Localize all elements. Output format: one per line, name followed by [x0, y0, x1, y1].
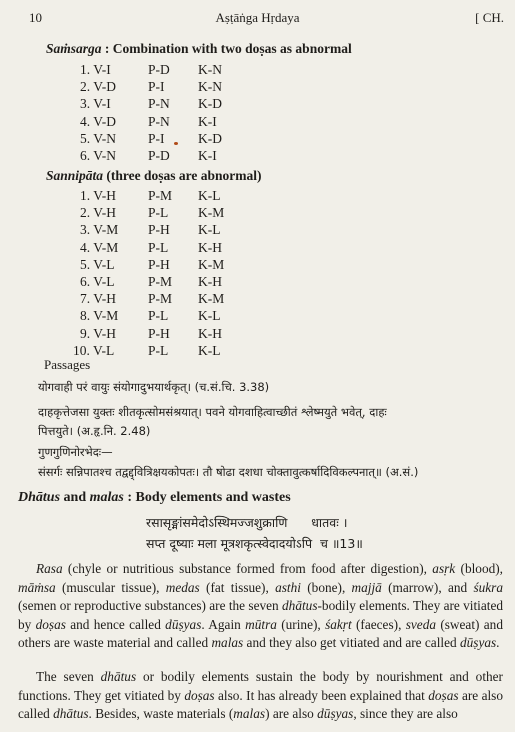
- malas-term: malas: [89, 490, 124, 505]
- kapha-code: K-D: [198, 130, 222, 146]
- passage-line-1: योगवाही परं वायुः संयोगादुभयार्थकृत्। (च.सं.चि. 3.38): [38, 380, 270, 394]
- vata-code: 8. V-M: [80, 308, 119, 324]
- vata-code: 5. V-N: [80, 130, 117, 146]
- vata-code: 2. V-H: [80, 205, 117, 221]
- passage-line-4: गुणगुणिनोरभेदः—: [38, 445, 113, 459]
- pitta-code: P-H: [148, 325, 170, 341]
- vata-code: 3. V-M: [80, 222, 119, 238]
- dhatus-heading: [18, 490, 291, 506]
- passage-line-2: दाहकृत्तेजसा युक्तः शीतकृत्सोमसंश्रयात्। पवने योगवाहित्वाच्छीतं श्लेष्मयुते भवेत्, दाहः: [38, 405, 387, 419]
- vata-code: 6. V-N: [80, 148, 117, 163]
- pitta-code: P-I: [148, 79, 165, 95]
- kapha-code: K-N: [198, 62, 222, 77]
- dhatus-paragraph-1: Rasa (chyle or nutritious substance formed from food after digestion), asṛk (blood), māṁsa (muscular tissue), medas (fat tissue), asthi (bone), majjā (marrow), and śukra (semen or reproductive substances) are the seven dhātus-bodily elements. They are vitiated by doṣas and hence called dūṣyas. Again mūtra (urine), śakṛt (faeces), sveda (sweat) and others are waste material and called malas and they also get vitiated and are called dūṣyas.: [18, 561, 504, 650]
- kapha-code: K-I: [198, 148, 217, 163]
- pitta-code: P-M: [148, 291, 173, 307]
- kapha-code: K-L: [198, 308, 221, 324]
- sannipata-term: Sannipāta: [46, 168, 104, 183]
- pitta-code: P-I: [148, 130, 165, 146]
- page-number: 10: [29, 10, 42, 25]
- pitta-code: P-L: [148, 342, 169, 358]
- vata-code: 4. V-M: [80, 239, 119, 255]
- pitta-code: P-D: [148, 148, 170, 163]
- vata-code: 6. V-L: [80, 274, 115, 289]
- vata-code: 1. V-H: [80, 188, 117, 203]
- vata-code: 10. V-L: [73, 342, 115, 358]
- passage-line-5: संसर्गः सन्निपातश्च तद्वद्द्वित्रिक्षयकोपतः। तौ षोढा दशधा चोक्तावुत्कर्षादिविकल्पनात्॥ (अ.सं.): [38, 465, 419, 479]
- kapha-code: K-N: [198, 79, 222, 95]
- passages-label: Passages: [44, 357, 91, 372]
- kapha-code: K-M: [198, 291, 225, 307]
- pitta-code: P-H: [148, 222, 170, 238]
- vata-code: 4. V-D: [80, 113, 117, 129]
- vata-code: 7. V-H: [80, 291, 117, 307]
- pitta-code: P-M: [148, 274, 173, 289]
- kapha-code: K-I: [198, 113, 217, 129]
- samsarga-heading: [46, 41, 352, 57]
- verse-line-2: सप्त दूष्याः मला मूत्रशकृत्स्वेदादयोऽपि च ॥13॥: [146, 536, 363, 551]
- kapha-code: K-H: [198, 239, 222, 255]
- vata-code: 3. V-I: [80, 96, 111, 112]
- kapha-code: K-L: [198, 222, 221, 238]
- pitta-code: P-N: [148, 96, 170, 112]
- passage-line-3: पित्तयुते। (अ.हृ.नि. 2.48): [38, 424, 151, 438]
- kapha-code: K-M: [198, 205, 225, 221]
- dhatus-term: Dhātus: [18, 490, 61, 505]
- kapha-code: K-L: [198, 342, 221, 358]
- pitta-code: P-N: [148, 113, 170, 129]
- pitta-code: P-L: [148, 205, 169, 221]
- kapha-code: K-M: [198, 256, 225, 272]
- dhatus-paragraph-2: The seven dhātus or bodily elements sustain the body by nourishment and other functions. They get vitiated by doṣas also. It has already been explained that doṣas are also called dhātus. Besides, waste materials (malas) are also dūṣyas, since they are also: [18, 669, 503, 721]
- ink-speck: [174, 142, 178, 145]
- kapha-code: K-H: [198, 274, 222, 289]
- chapter-mark: [ CH.: [475, 10, 504, 25]
- pitta-code: P-L: [148, 239, 169, 255]
- kapha-code: K-H: [198, 325, 222, 341]
- pitta-code: P-M: [148, 188, 173, 203]
- pitta-code: P-D: [148, 62, 170, 77]
- vata-code: 2. V-D: [80, 79, 117, 95]
- vata-code: 5. V-L: [80, 256, 115, 272]
- samsarga-term: Saṁsarga: [46, 41, 102, 56]
- pitta-code: P-L: [148, 308, 169, 324]
- running-title: Aṣṭāṅga Hṛdaya: [215, 10, 300, 25]
- pitta-code: P-H: [148, 256, 170, 272]
- sannipata-heading: [46, 168, 262, 184]
- heading-and: and: [60, 490, 90, 505]
- kapha-code: K-D: [198, 96, 222, 112]
- verse-line-1: रसासृङ्मांसमेदोऽस्थिमज्जशुक्राणि धातवः ।: [146, 515, 348, 530]
- samsarga-title-rest: : Combination with two doṣas as abnormal: [101, 41, 352, 56]
- dhatus-heading-rest: : Body elements and wastes: [123, 490, 291, 505]
- kapha-code: K-L: [198, 188, 221, 203]
- vata-code: 1. V-I: [80, 62, 111, 77]
- vata-code: 9. V-H: [80, 325, 117, 341]
- sannipata-title-rest: (three doṣas are abnormal): [103, 168, 262, 183]
